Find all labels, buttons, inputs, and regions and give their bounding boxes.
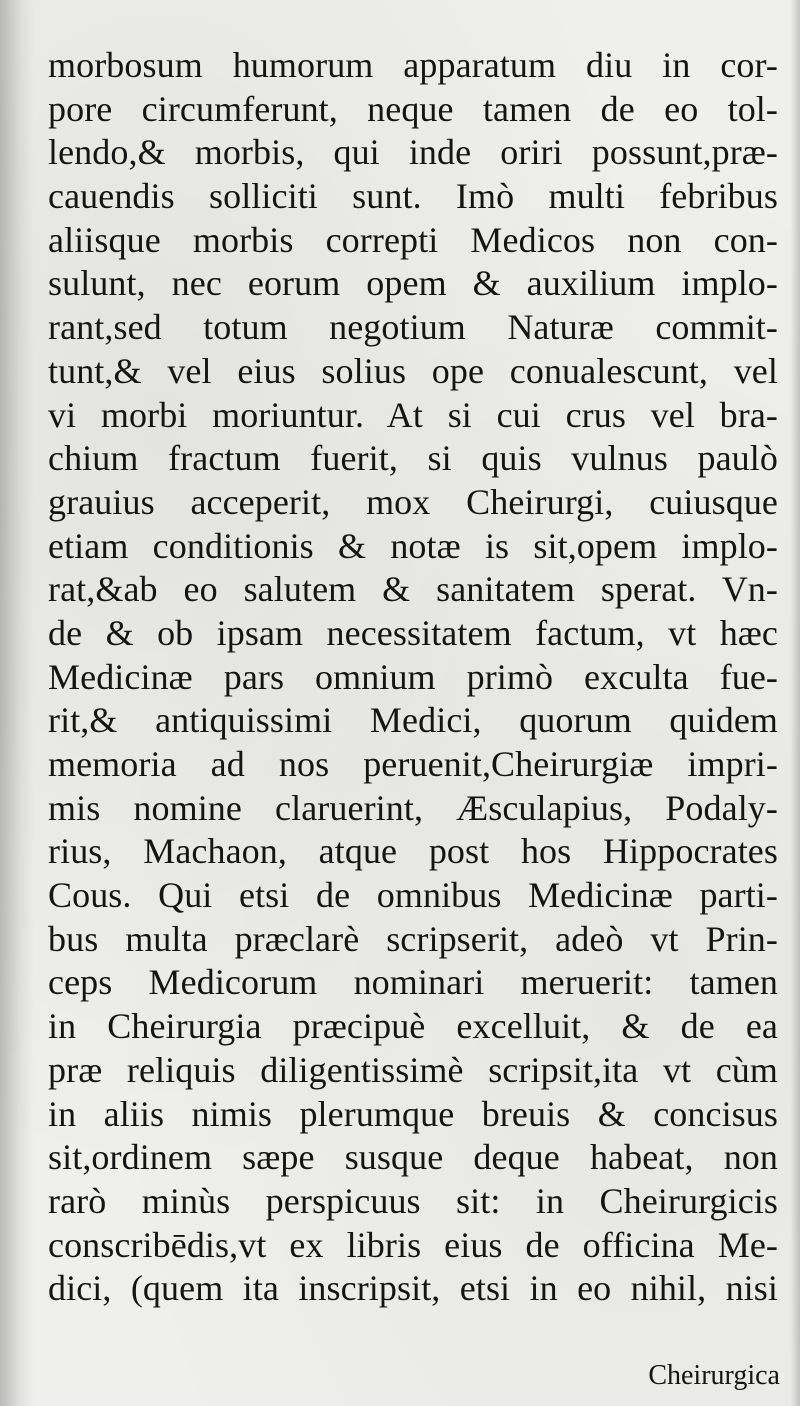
text-line: ceps Medicorum nominari meruerit: tamen <box>48 962 778 1003</box>
text-line: rit,& antiquissimi Medici, quorum quidem <box>48 700 778 741</box>
text-line: rant,sed totum negotium Naturæ commit- <box>48 307 778 348</box>
text-line: tunt,& vel eius solius ope conualescunt, vel <box>48 350 778 391</box>
text-line: cauendis solliciti sunt. Imò multi febribus <box>48 176 778 217</box>
text-line: Medicinæ pars omnium primò exculta fue- <box>48 656 778 697</box>
text-line: in aliis nimis plerumque breuis & concisus <box>48 1093 778 1134</box>
text-line: vi morbi moriuntur. At si cui crus vel bra- <box>48 394 778 435</box>
text-line: sit,ordinem sæpe susque deque habeat, non <box>48 1137 778 1178</box>
text-line: præ reliquis diligentissimè scripsit,ita vt cùm <box>48 1049 778 1090</box>
text-line: de & ob ipsam necessitatem factum, vt hæc <box>48 612 778 653</box>
text-line: mis nomine claruerint, Æsculapius, Podaly- <box>48 787 778 828</box>
text-line: conscribēdis,vt ex libris eius de officina Me- <box>48 1224 778 1265</box>
text-line: bus multa præclarè scripserit, adeò vt Prin- <box>48 918 778 959</box>
catchword: Cheirurgica <box>648 1360 780 1391</box>
text-line: rarò minùs perspicuus sit: in Cheirurgicis <box>48 1180 778 1221</box>
text-line: memoria ad nos peruenit,Cheirurgiæ impri- <box>48 744 778 784</box>
text-line: rat,&ab eo salutem & sanitatem sperat. Vn- <box>48 569 778 610</box>
page-edge <box>790 0 800 1406</box>
text-line: in Cheirurgia præcipuè excelluit, & de ea <box>48 1006 778 1047</box>
text-line: aliisque morbis correpti Medicos non con- <box>48 219 778 260</box>
text-line: grauius acceperit, mox Cheirurgi, cuiusque <box>48 481 778 522</box>
text-line: chium fractum fuerit, si quis vulnus paulò <box>48 438 778 479</box>
text-line: dici, (quem ita inscripsit, etsi in eo nihil, nisi <box>48 1268 778 1309</box>
text-line: sulunt, nec eorum opem & auxilium implo- <box>48 263 778 304</box>
text-line: rius, Machaon, atque post hos Hippocrates <box>48 831 778 872</box>
text-line: pore circumferunt, neque tamen de eo tol- <box>48 88 778 129</box>
text-line: lendo,& morbis, qui inde oriri possunt,præ- <box>48 132 778 173</box>
text-line: Cous. Qui etsi de omnibus Medicinæ parti- <box>48 875 778 916</box>
text-line: morbosum humorum apparatum diu in cor- <box>48 45 778 85</box>
body-text <box>48 44 778 1311</box>
gutter-shadow <box>0 0 34 1406</box>
text-line: etiam conditionis & notæ is sit,opem implo- <box>48 525 778 566</box>
